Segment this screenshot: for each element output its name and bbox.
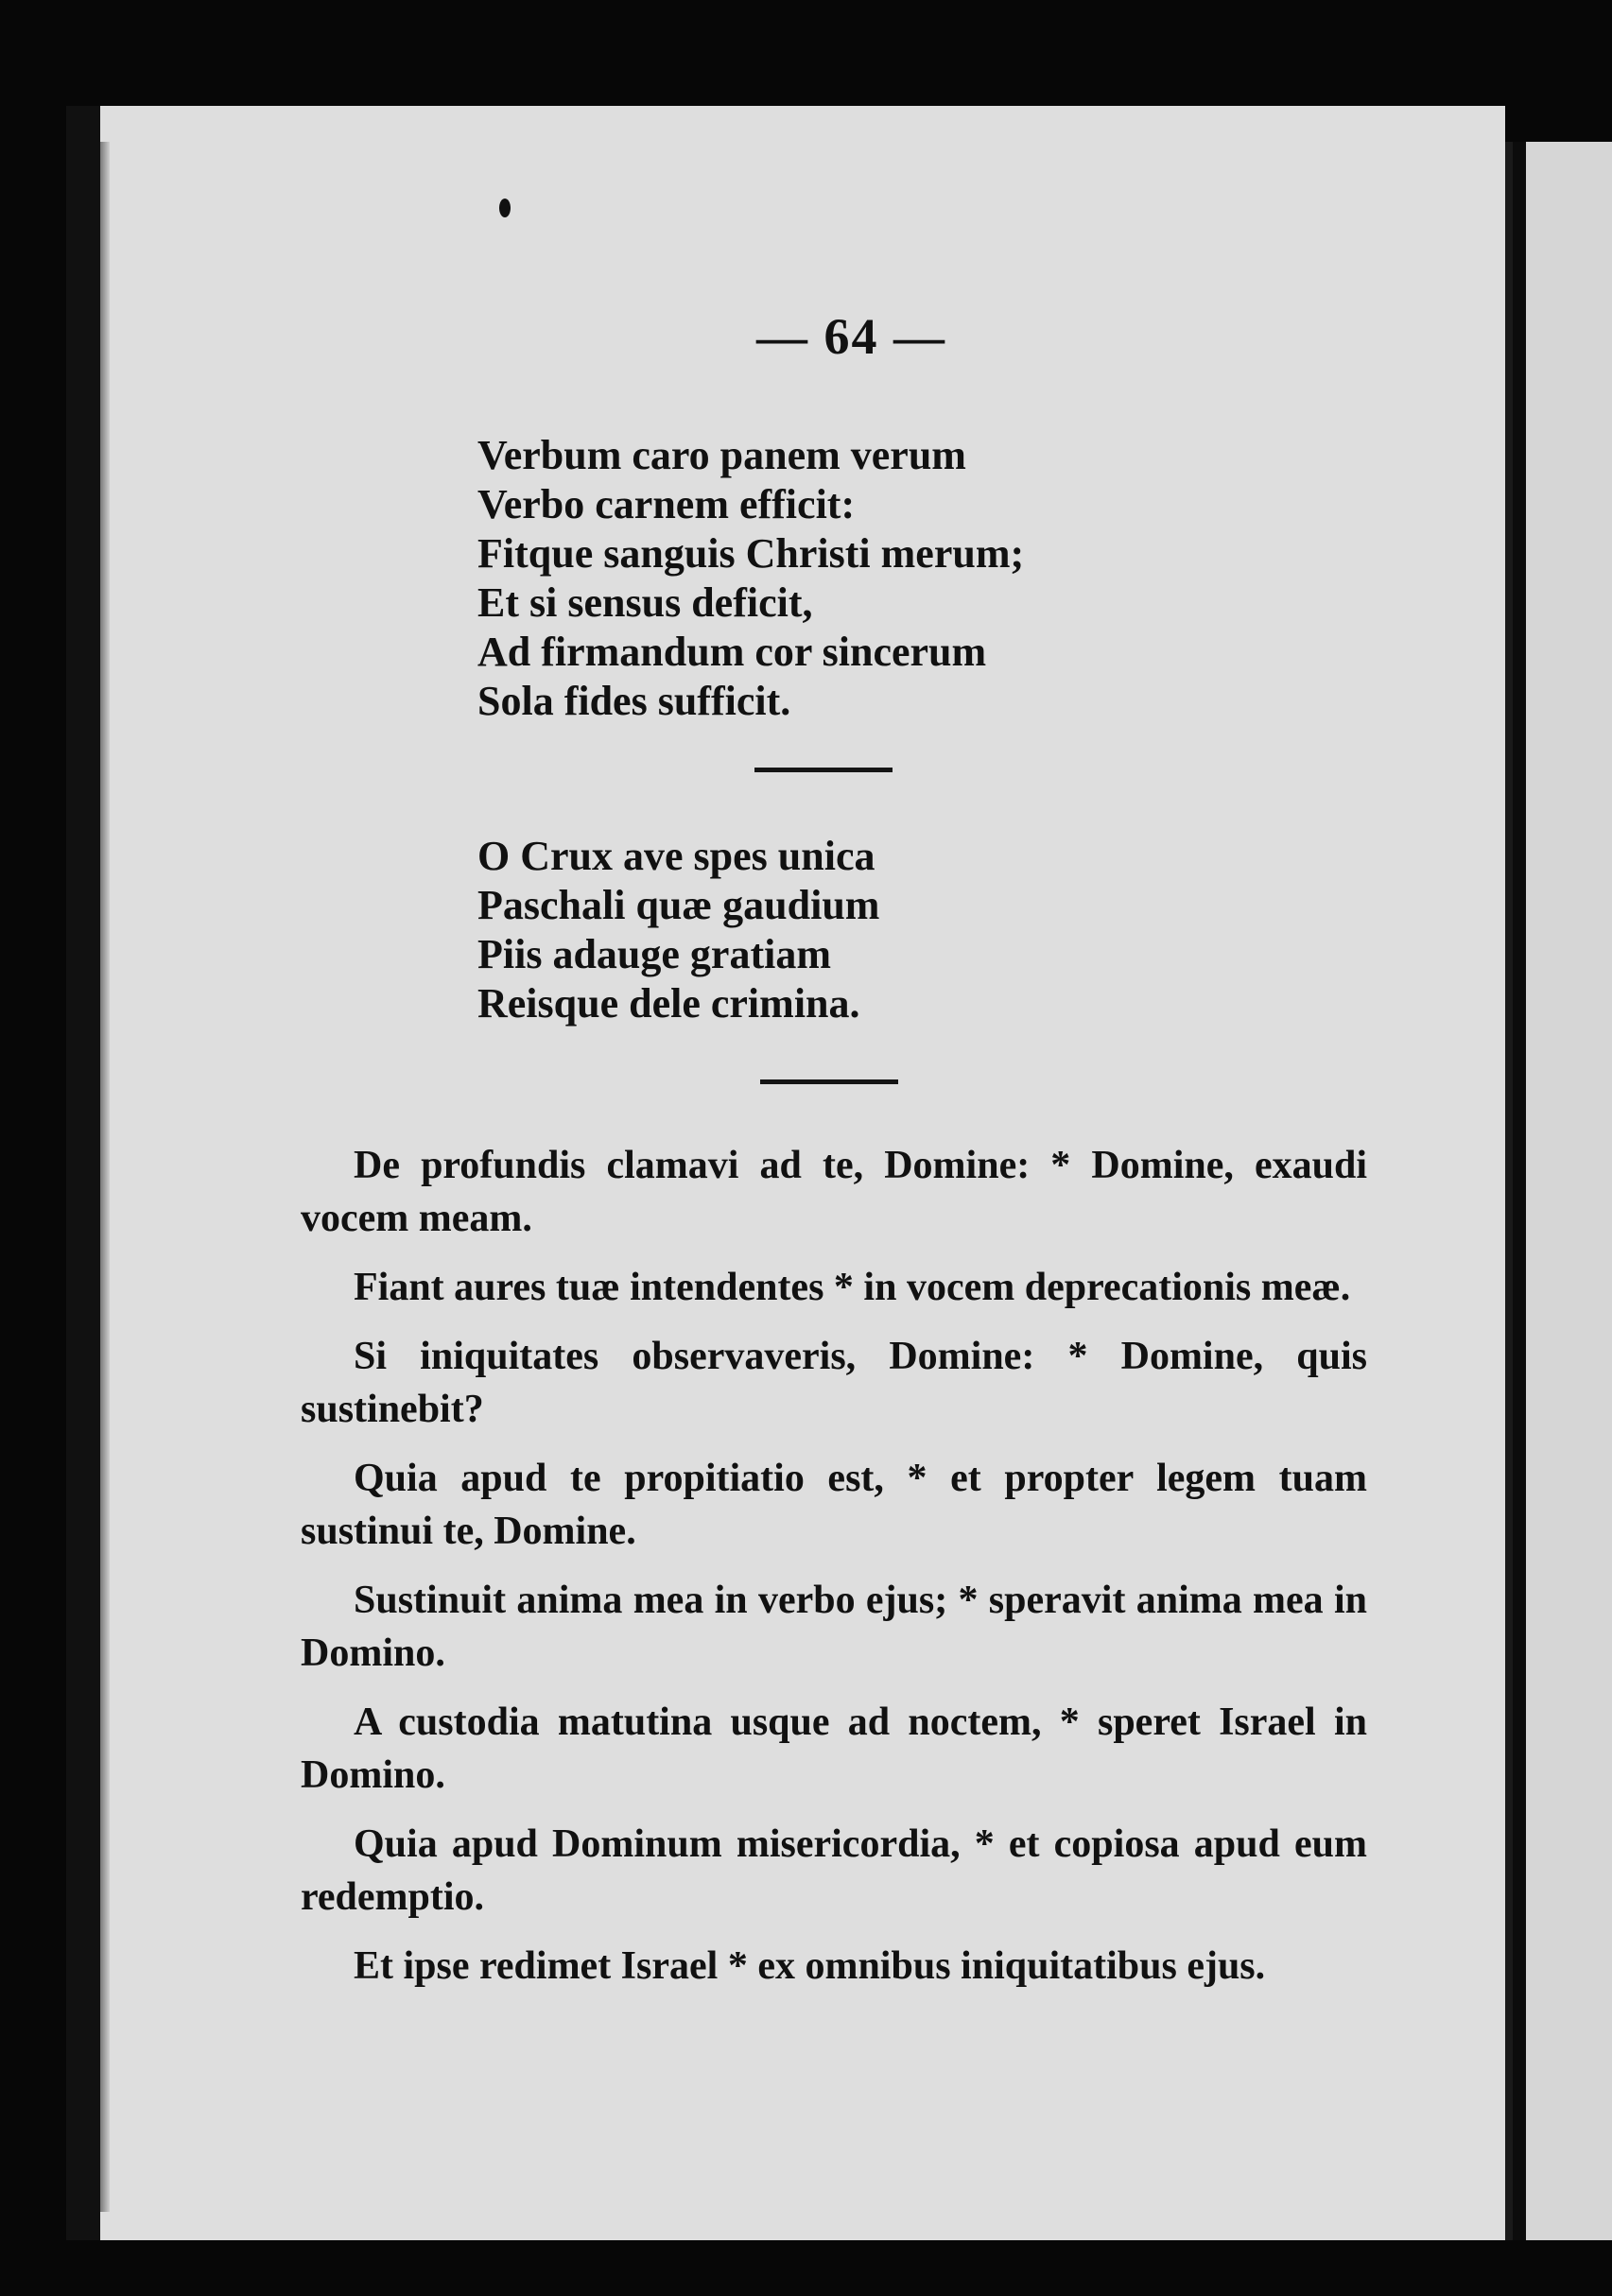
hymn-line: Paschali quæ gaudium (477, 882, 880, 928)
hymn-line: O Crux ave spes unica (477, 833, 875, 879)
page-number: — 64 — (756, 308, 946, 365)
psalm-verse: Quia apud Dominum misericordia, * et copiosa apud eum redemptio. (301, 1822, 1367, 1919)
hymn-stanza-2 (477, 832, 879, 1028)
hymn-line: Reisque dele crimina. (477, 980, 860, 1027)
facing-page (1518, 142, 1612, 2240)
hymn-line: Et si sensus deficit, (477, 579, 813, 626)
page-edge-shadow (100, 142, 110, 2212)
section-divider (760, 1079, 898, 1084)
hymn-line: Verbum caro panem verum (477, 432, 966, 478)
psalm-verse: A custodia matutina usque ad noctem, * speret Israel in Domino. (301, 1700, 1367, 1797)
section-divider (754, 768, 893, 772)
psalm-verse: De profundis clamavi ad te, Domine: * Domine, exaudi vocem meam. (301, 1144, 1367, 1240)
psalm-text (301, 1139, 1367, 2009)
psalm-verse: Et ipse redimet Israel * ex omnibus iniquitatibus ejus. (354, 1944, 1266, 1988)
psalm-verse: Quia apud te propitiatio est, * et propter legem tuam sustinui te, Domine. (301, 1457, 1367, 1553)
ink-speck (499, 199, 511, 217)
psalm-verse: Sustinuit anima mea in verbo ejus; * speravit anima mea in Domino. (301, 1579, 1367, 1675)
hymn-line: Ad firmandum cor sincerum (477, 629, 987, 675)
hymn-stanza-1 (477, 431, 1024, 726)
hymn-line: Piis adauge gratiam (477, 931, 831, 977)
hymn-line: Verbo carnem efficit: (477, 481, 856, 527)
hymn-line: Sola fides sufficit. (477, 678, 791, 724)
psalm-verse: Si iniquitates observaveris, Domine: * Domine, quis sustinebit? (301, 1335, 1367, 1431)
hymn-line: Fitque sanguis Christi merum; (477, 530, 1025, 577)
facing-page-edge (1513, 142, 1526, 2240)
psalm-verse: Fiant aures tuæ intendentes * in vocem deprecationis meæ. (354, 1266, 1351, 1309)
